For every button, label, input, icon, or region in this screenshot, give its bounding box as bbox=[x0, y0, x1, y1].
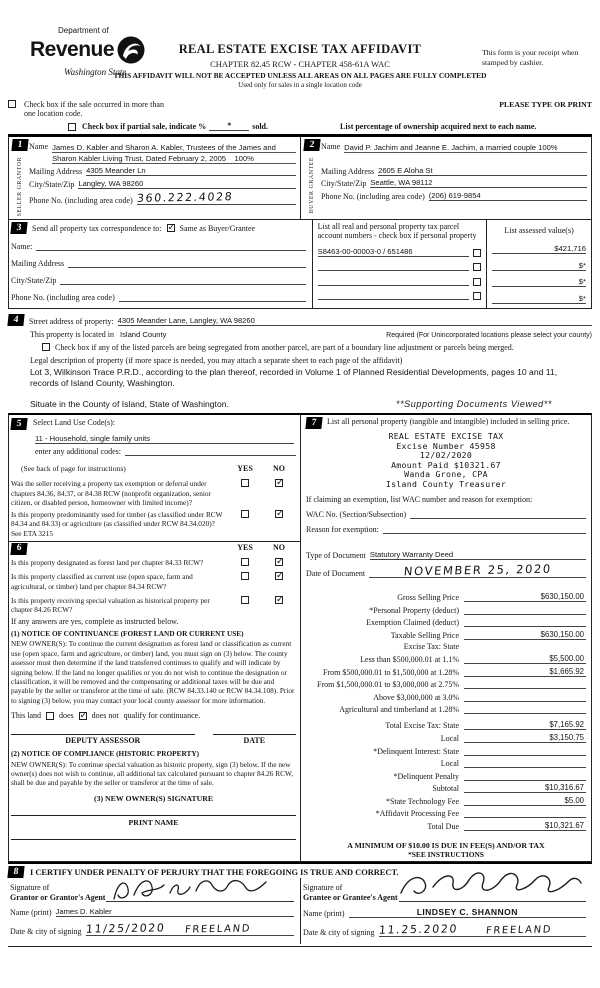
tax-label-13: Local bbox=[440, 759, 459, 769]
stamp-line-1: REAL ESTATE EXCISE TAX bbox=[388, 430, 504, 441]
s3-phone-value[interactable] bbox=[119, 301, 306, 302]
tax-label-7: From $1,500,000.01 to $3,000,000 at 2.75% bbox=[317, 680, 459, 690]
qualify-label: qualify for continuance. bbox=[123, 711, 201, 721]
tax-label-9: Agricultural and timberland at 1.28% bbox=[339, 705, 459, 715]
buyer-mailing-value[interactable]: 2605 E Aloha St bbox=[378, 166, 587, 176]
street-address-label: Street address of property: bbox=[29, 316, 114, 326]
grantee-city-value: FREELAND bbox=[484, 924, 553, 937]
tax-label-17: *Affidavit Processing Fee bbox=[375, 809, 459, 819]
partial-sale-percent-line[interactable]: * bbox=[209, 121, 249, 131]
parcel-line-3[interactable] bbox=[318, 285, 470, 286]
assessed-value-2[interactable]: $* bbox=[492, 261, 586, 271]
section1-badge: 1 bbox=[11, 139, 28, 151]
tax-label-1: *Personal Property (deduct) bbox=[369, 605, 459, 615]
notice2-title: (2) NOTICE OF COMPLIANCE (HISTORIC PROPERTY) bbox=[11, 749, 200, 759]
tax-line-7[interactable] bbox=[464, 679, 586, 689]
parcel-line-2[interactable] bbox=[318, 270, 470, 271]
tax-label-5: Less than $500,000.01 at 1.1% bbox=[360, 654, 459, 664]
date-of-document-label: Date of Document bbox=[306, 568, 366, 578]
s5-yes-header: YES bbox=[237, 463, 253, 473]
form-warning: THIS AFFIDAVIT WILL NOT BE ACCEPTED UNLESS ALL AREAS ON ALL PAGES ARE FULLY COMPLETED bbox=[113, 71, 487, 80]
seller-city-label: City/State/Zip bbox=[29, 179, 75, 189]
stamp-line-5: Wanda Grone, CPA bbox=[404, 469, 488, 480]
tax-value-11: $3,150.75 bbox=[549, 732, 584, 742]
owner-signature-line[interactable] bbox=[11, 815, 296, 816]
tax-line-14[interactable] bbox=[464, 771, 586, 781]
seller-phone-value: 360.222.4028 bbox=[136, 190, 234, 205]
please-type-note: PLEASE TYPE OR PRINT bbox=[499, 100, 592, 109]
tax-value-16: $5.00 bbox=[564, 795, 584, 805]
tax-line-3[interactable] bbox=[464, 630, 586, 640]
s6-q2-no-checkbox[interactable] bbox=[275, 572, 283, 580]
section3-box bbox=[8, 220, 592, 309]
partial-sale-checkbox[interactable] bbox=[68, 123, 76, 131]
s3-city-label: City/State/Zip bbox=[11, 276, 57, 286]
type-of-document-label: Type of Document bbox=[306, 551, 366, 561]
send-correspondence-label: Send all property tax correspondence to: bbox=[32, 223, 162, 233]
tax-line-13[interactable] bbox=[464, 758, 586, 768]
seller-phone-line[interactable] bbox=[137, 191, 296, 205]
additional-codes-value[interactable] bbox=[125, 455, 296, 456]
does-label: does bbox=[59, 711, 74, 721]
s3-phone-label: Phone No. (including area code) bbox=[11, 293, 115, 303]
segregated-checkbox[interactable] bbox=[42, 343, 50, 351]
s5-question2: Is this property predominantly used for timber (as classified under RCW 84.34 and 84.33) or agriculture (as classified under RCW 84.34.020)? See ETA 3215 bbox=[11, 510, 223, 538]
s5-q1-yes-checkbox[interactable] bbox=[241, 479, 249, 487]
date-of-document-value: NOVEMBER 25, 2020 bbox=[402, 561, 553, 579]
seller-mailing-value[interactable]: 4305 Meander Ln bbox=[86, 166, 296, 176]
tax-label-4: Excise Tax: State bbox=[403, 642, 459, 652]
tax-value-9 bbox=[584, 704, 586, 713]
form-usage-note: Used only for sales in a single location code bbox=[238, 81, 362, 89]
land-does-not-checkbox[interactable] bbox=[79, 712, 87, 720]
tax-label-0: Gross Selling Price bbox=[397, 592, 459, 602]
grantor-date-value: 11/25/2020 bbox=[84, 921, 166, 936]
seller-name-value[interactable]: James D. Kabler and Sharon A. Kabler, Trustees of the James and Sharon Kabler Living Trust, Dated February 2, 2005 100% bbox=[52, 142, 296, 164]
grantee-sig-label-1: Signature of bbox=[303, 883, 343, 893]
tax-value-14 bbox=[584, 771, 586, 780]
tax-line-17[interactable] bbox=[464, 808, 586, 818]
tax-label-11: Local bbox=[440, 733, 459, 743]
tax-value-17 bbox=[584, 808, 586, 817]
multi-location-checkbox[interactable] bbox=[8, 100, 16, 108]
grantee-date-city-label: Date & city of signing bbox=[303, 928, 375, 938]
land-does-checkbox[interactable] bbox=[46, 712, 54, 720]
wac-value[interactable] bbox=[410, 518, 586, 519]
tax-value-7 bbox=[584, 679, 586, 688]
s5-q2-no-checkbox[interactable] bbox=[275, 510, 283, 518]
tax-value-6: $1,665.92 bbox=[549, 666, 584, 676]
treasurer-stamp bbox=[306, 432, 586, 490]
section7-column bbox=[300, 415, 591, 861]
same-as-buyer-label: Same as Buyer/Grantee bbox=[179, 223, 256, 233]
tax-value-4 bbox=[584, 642, 586, 651]
tax-label-16: *State Technology Fee bbox=[385, 796, 459, 806]
seller-section bbox=[9, 137, 300, 219]
s6-no-header: NO bbox=[273, 542, 285, 552]
tax-label-3: Taxable Selling Price bbox=[390, 630, 459, 640]
tax-value-12 bbox=[584, 746, 586, 755]
partial-sale-label: Check box if partial sale, indicate % bbox=[82, 122, 207, 131]
middle-columns bbox=[8, 413, 592, 862]
grantee-date-city-line[interactable] bbox=[379, 923, 586, 937]
s6-q2-yes-checkbox[interactable] bbox=[241, 572, 249, 580]
tax-value-15: $10,316.67 bbox=[544, 783, 584, 793]
tax-value-3: $630,150.00 bbox=[540, 629, 584, 639]
grantee-signature bbox=[399, 871, 584, 905]
any-yes-note: If any answers are yes, complete as instructed below. bbox=[11, 617, 179, 627]
s6-question3: Is this property receiving special valuation as historical property per chapter 84.26 RCW? bbox=[11, 595, 210, 615]
parcel-personal-checkbox-4[interactable] bbox=[473, 292, 481, 300]
additional-codes-label: enter any additional codes: bbox=[35, 446, 121, 456]
parcel-personal-checkbox-1[interactable] bbox=[473, 249, 481, 257]
section8-badge: 8 bbox=[7, 866, 24, 878]
grantor-sig-label-1: Signature of bbox=[10, 883, 50, 893]
s5-no-header: NO bbox=[273, 463, 285, 473]
grantor-date-city-line[interactable] bbox=[86, 922, 294, 936]
buyer-section bbox=[300, 137, 591, 219]
located-in-value[interactable]: Island County bbox=[119, 329, 167, 339]
land-use-value[interactable]: 11 - Household, single family units bbox=[35, 434, 294, 444]
dor-logo-dept-text: Department of bbox=[58, 26, 109, 35]
same-as-buyer-checkbox[interactable] bbox=[167, 224, 175, 232]
buyer-mailing-label: Mailing Address bbox=[321, 166, 375, 176]
buyer-phone-label: Phone No. (including area code) bbox=[321, 191, 425, 201]
land-use-label: Select Land Use Code(s): bbox=[33, 417, 115, 427]
s6-q3-yes-checkbox[interactable] bbox=[241, 596, 249, 604]
buyer-side-label: BUYER GRANTEE bbox=[309, 157, 315, 214]
assessed-value-3[interactable]: $* bbox=[492, 277, 586, 287]
seller-city-value[interactable]: Langley, WA 98260 bbox=[78, 179, 296, 189]
tax-value-2 bbox=[584, 617, 586, 626]
grantor-name-print-label: Name (print) bbox=[10, 908, 52, 918]
type-of-document-value[interactable]: Statutory Warranty Deed bbox=[370, 550, 586, 560]
grantor-city-value: FREELAND bbox=[184, 923, 252, 936]
receipt-note: This form is your receipt when stamped by cashier. bbox=[482, 48, 579, 67]
partial-sale-sold-label: sold. bbox=[252, 122, 269, 131]
section7-badge: 7 bbox=[305, 417, 322, 429]
s3-mailing-value[interactable] bbox=[68, 267, 306, 268]
supporting-docs-note: **Supporting Documents Viewed** bbox=[395, 398, 552, 409]
form-subtitle: CHAPTER 82.45 RCW - CHAPTER 458-61A WAC bbox=[210, 59, 390, 69]
grantor-name-print-value[interactable]: James D. Kabler bbox=[56, 907, 294, 917]
parties-box bbox=[8, 134, 592, 220]
tax-line-6[interactable] bbox=[464, 667, 586, 677]
personal-property-label: List all personal property (tangible and intangible) included in selling price. bbox=[327, 416, 570, 426]
grantee-name-print-label: Name (print) bbox=[303, 909, 345, 919]
grantor-sig-label-2: Grantor or Grantor's Agent bbox=[10, 892, 106, 902]
exemption-note: If claiming an exemption, list WAC number and reason for exemption: bbox=[306, 495, 533, 505]
section2-badge: 2 bbox=[303, 139, 320, 151]
grantee-date-value: 11.25.2020 bbox=[377, 922, 459, 937]
s3-mailing-label: Mailing Address bbox=[11, 259, 65, 269]
parcel-number-value[interactable]: S8463-00-00003-0 / 651486 bbox=[318, 247, 470, 257]
s6-question1: Is this property designated as forest land per chapter 84.33 RCW? bbox=[11, 557, 204, 567]
section6-badge: 6 bbox=[10, 543, 27, 555]
street-address-value[interactable]: 4305 Meander Lane, Langley, WA 98260 bbox=[118, 316, 592, 326]
bottom-rule bbox=[8, 946, 592, 947]
reason-label: Reason for exemption: bbox=[306, 525, 379, 535]
required-county-note: Required (For Unincorporated locations please select your county) bbox=[386, 331, 592, 339]
stamp-line-2: Excise Number 45958 bbox=[396, 440, 496, 451]
section4 bbox=[8, 314, 592, 409]
deputy-assessor-line[interactable]: DEPUTY ASSESSOR bbox=[11, 734, 195, 745]
segregated-label: Check box if any of the listed parcels are being segregated from another parcel, are part of a boundary line adjustment or parcels being merged. bbox=[55, 342, 514, 352]
form-header bbox=[8, 26, 592, 98]
tax-value-5: $5,500.00 bbox=[549, 653, 584, 663]
tax-value-0: $630,150.00 bbox=[540, 591, 584, 601]
dor-logo-revenue-text: Revenue bbox=[30, 38, 115, 61]
tax-label-15: Subtotal bbox=[432, 784, 459, 794]
s6-question2: Is this property classified as current use (open space, farm and agricultural, or timber) land per chapter 84.34 RCW? bbox=[11, 572, 193, 591]
tax-label-18: Total Due bbox=[427, 822, 459, 832]
assessed-value-4[interactable]: $* bbox=[492, 294, 586, 304]
new-owner-signature-label: (3) NEW OWNER(S) SIGNATURE bbox=[93, 793, 214, 803]
notice2-body: NEW OWNER(S): To continue special valuation as historic property, sign (3) below. If the new owner(s) does not wish to continue, all additional tax calculated pursuant to chapter 84.26 RCW, shall be due and payable by the seller or transferor at the time of sale. bbox=[11, 759, 294, 788]
tax-line-2[interactable] bbox=[464, 617, 586, 627]
ownership-note: List percentage of ownership acquired next to each name. bbox=[340, 122, 537, 131]
dor-swirl-icon bbox=[116, 35, 146, 65]
s5-q1-no-checkbox[interactable] bbox=[275, 479, 283, 487]
does-not-label: does not bbox=[91, 711, 119, 721]
s6-q3-no-checkbox[interactable] bbox=[275, 596, 283, 604]
tax-line-16[interactable] bbox=[464, 796, 586, 806]
located-in-label: This property is located in bbox=[30, 329, 114, 339]
multi-location-label: Check box if the sale occurred in more than one location code. bbox=[24, 100, 164, 118]
situate-line: Situate in the County of Island, State of Washington. bbox=[30, 398, 229, 409]
buyer-name-label: Name bbox=[321, 141, 341, 151]
s3-city-value[interactable] bbox=[60, 284, 305, 285]
date-of-document-line[interactable] bbox=[369, 563, 586, 578]
stamp-line-4: Amount Paid $10321.67 bbox=[391, 459, 501, 470]
certify-statement: I CERTIFY UNDER PENALTY OF PERJURY THAT THE FOREGOING IS TRUE AND CORRECT. bbox=[30, 867, 399, 877]
parcel-personal-checkbox-3[interactable] bbox=[473, 278, 481, 286]
tax-label-10: Total Excise Tax: State bbox=[385, 721, 459, 731]
buyer-city-value[interactable]: Seattle, WA 98112 bbox=[370, 178, 587, 188]
tax-line-11[interactable] bbox=[464, 733, 586, 743]
see-instructions-note: *SEE INSTRUCTIONS bbox=[408, 850, 484, 860]
tax-line-0[interactable] bbox=[464, 592, 586, 602]
minimum-due-note: A MINIMUM OF $10.00 IS DUE IN FEE(S) AND/OR TAX bbox=[347, 841, 545, 851]
notice1-body: NEW OWNER(S): To continue the current designation as forest land or classification as current use (open space, farm and agriculture, or timber) land, you must sign on (3) below. The county assessor must then determine if the land transferred continues to qualify and will indicate by signing below. If the land no longer qualifies or you do not wish to continue the designation or classification, it will be removed and the compensating or additional taxes will be due and payable by the seller or transferor at the time of sale. (RCW 84.33.140 or RCW 84.34.108). Prior to signing (3) below, you may contact your local county assessor for more information. bbox=[11, 639, 295, 705]
grantee-sig-label-2: Grantee or Grantee's Agent bbox=[303, 892, 398, 902]
buyer-name-value[interactable]: David P. Jachim and Jeanne E. Jachim, a married couple 100% bbox=[344, 142, 587, 153]
grantee-name-print-value[interactable]: LINDSEY C. SHANNON bbox=[349, 907, 586, 918]
seller-name-label: Name bbox=[29, 141, 49, 151]
tax-label-14: *Delinquent Penalty bbox=[393, 771, 459, 781]
tax-line-5[interactable] bbox=[464, 654, 586, 664]
parcel-personal-checkbox-2[interactable] bbox=[473, 263, 481, 271]
seller-phone-label: Phone No. (including area code) bbox=[29, 196, 133, 205]
s6-q1-no-checkbox[interactable] bbox=[275, 558, 283, 566]
grantor-signature-block bbox=[8, 878, 300, 944]
legal-description-label: Legal description of property (if more space is needed, you may attach a separate sheet to each page of the affidavit) bbox=[30, 355, 403, 365]
section8 bbox=[8, 862, 592, 947]
tax-value-13 bbox=[584, 758, 586, 767]
tax-line-12[interactable] bbox=[464, 746, 586, 756]
legal-description-value[interactable]: Lot 3, Wilkinson Trace P.R.D., according to the plan thereof, recorded in Volume 1 of Planned Residential Developments, pages 10 and 11, records of Island County, Washington. bbox=[30, 366, 558, 388]
grantee-signature-line[interactable] bbox=[399, 880, 586, 902]
tax-line-15[interactable] bbox=[464, 783, 586, 793]
s6-q1-yes-checkbox[interactable] bbox=[241, 558, 249, 566]
s6-yes-header: YES bbox=[237, 542, 253, 552]
parcel-header: List all real and personal property tax parcel account numbers - check box if personal property bbox=[317, 222, 477, 241]
this-land-label: This land bbox=[11, 711, 41, 721]
tax-label-8: Above $3,000,000 at 3.0% bbox=[373, 692, 459, 702]
section4-badge: 4 bbox=[7, 314, 24, 326]
dor-logo bbox=[30, 26, 190, 77]
seller-mailing-label: Mailing Address bbox=[29, 167, 83, 176]
tax-line-8[interactable] bbox=[464, 692, 586, 702]
s5-question1: Was the seller receiving a property tax exemption or deferral under chapters 84.36, 84.37, or 84.38 RCW (nonprofit organization, senior citizen, or disabled person, homeowner with limited income)? bbox=[11, 479, 211, 507]
s3-name-label: Name: bbox=[11, 242, 33, 252]
tax-value-10: $7,165.92 bbox=[549, 720, 584, 730]
parcel-line-4[interactable] bbox=[318, 299, 470, 300]
reason-value[interactable] bbox=[383, 533, 586, 534]
section3-badge: 3 bbox=[10, 222, 27, 234]
assessor-date-line[interactable]: DATE bbox=[213, 734, 296, 745]
tax-line-9[interactable] bbox=[464, 704, 586, 714]
s5-q2-yes-checkbox[interactable] bbox=[241, 510, 249, 518]
see-back-note: (See back of page for instructions) bbox=[21, 463, 126, 473]
tax-label-2: Exemption Claimed (deduct) bbox=[366, 618, 459, 628]
buyer-phone-value[interactable]: (206) 619-9854 bbox=[429, 191, 587, 201]
form-title: REAL ESTATE EXCISE TAX AFFIDAVIT bbox=[178, 42, 422, 56]
tax-line-18[interactable] bbox=[464, 821, 586, 831]
wac-label: WAC No. (Section/Subsection) bbox=[306, 510, 407, 520]
grantor-date-city-label: Date & city of signing bbox=[10, 927, 82, 937]
print-name-line[interactable] bbox=[11, 839, 296, 840]
tax-value-1 bbox=[584, 605, 586, 614]
section5-6-column bbox=[9, 415, 300, 861]
tax-value-18: $10,321.67 bbox=[544, 821, 584, 831]
tax-value-8 bbox=[584, 692, 586, 701]
tax-label-6: From $500,000.01 to $1,500,000 at 1.28% bbox=[323, 667, 459, 677]
stamp-line-6: Island County Treasurer bbox=[385, 478, 507, 489]
tax-line-10[interactable] bbox=[464, 720, 586, 730]
grantor-signature bbox=[106, 875, 276, 905]
buyer-city-label: City/State/Zip bbox=[321, 179, 367, 188]
stamp-line-3: 12/02/2020 bbox=[419, 450, 473, 461]
section5-badge: 5 bbox=[10, 418, 27, 430]
dor-logo-state-text: Washington State bbox=[64, 67, 127, 77]
tax-line-4 bbox=[464, 642, 586, 651]
print-name-label: PRINT NAME bbox=[128, 817, 179, 827]
assessed-header: List assessed value(s) bbox=[504, 226, 574, 236]
grantor-signature-line[interactable] bbox=[106, 880, 294, 902]
tax-line-1[interactable] bbox=[464, 605, 586, 615]
grantee-signature-block bbox=[300, 878, 592, 944]
assessed-value-1[interactable]: $421,716 bbox=[492, 244, 586, 254]
seller-side-label: SELLER GRANTOR bbox=[17, 157, 23, 217]
notice1-title: (1) NOTICE OF CONTINUANCE (FOREST LAND OR CURRENT USE) bbox=[11, 628, 244, 638]
s3-name-value[interactable] bbox=[36, 250, 305, 251]
tax-label-12: *Delinquent Interest: State bbox=[373, 746, 459, 756]
